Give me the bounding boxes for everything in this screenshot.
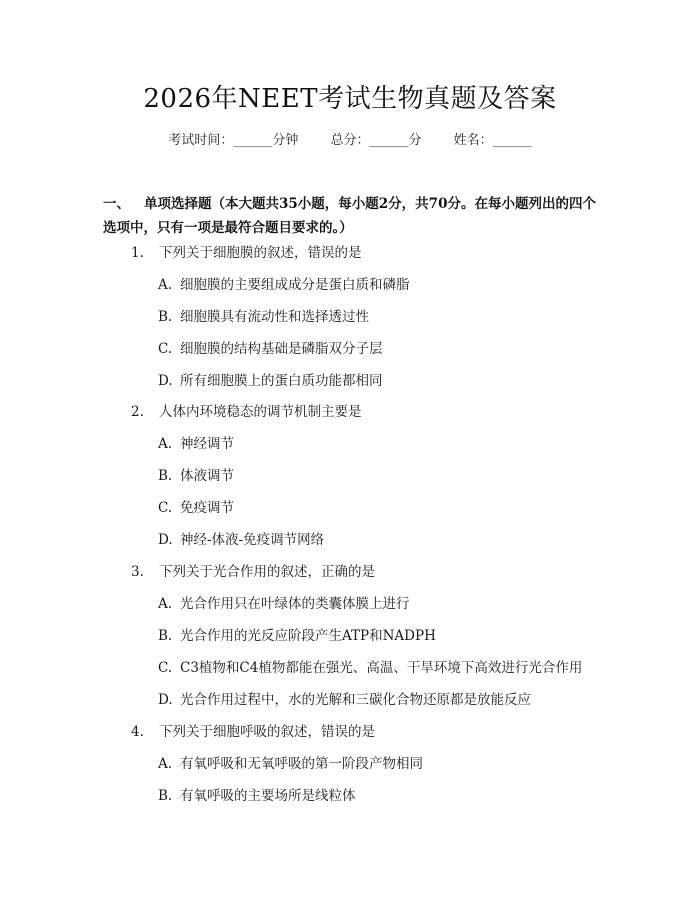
option-text: 有氧呼吸的主要场所是线粒体 — [180, 788, 356, 804]
question-1-option-c — [158, 339, 383, 359]
option-label: B. — [158, 788, 173, 804]
question-4-option-b — [158, 786, 356, 806]
option-text: 神经-体液-免疫调节网络 — [180, 532, 325, 548]
option-text: 细胞膜具有流动性和选择透过性 — [180, 309, 369, 325]
total-score-field: 总分：______分 — [330, 133, 422, 148]
question-text: 人体内环境稳态的调节机制主要是 — [159, 404, 362, 420]
exam-time-field: 考试时间：______分钟 — [168, 133, 299, 148]
question-number: 2. — [131, 404, 144, 420]
option-label: C. — [158, 341, 173, 357]
question-1 — [131, 243, 362, 263]
question-number: 1. — [131, 245, 144, 261]
student-name-field: 姓名：______ — [453, 133, 532, 148]
option-text: 有氧呼吸和无氧呼吸的第一阶段产物相同 — [180, 756, 423, 772]
question-3-option-c — [158, 658, 582, 678]
option-label: C. — [158, 500, 173, 516]
option-label: C. — [158, 660, 173, 676]
question-1-option-b — [158, 307, 369, 327]
question-3-option-a — [158, 594, 410, 614]
question-3-option-b — [158, 626, 436, 646]
question-3-option-d — [158, 690, 531, 710]
option-text: 所有细胞膜上的蛋白质功能都相同 — [180, 373, 383, 389]
option-label: B. — [158, 309, 173, 325]
question-2-option-a — [158, 434, 234, 454]
option-text: C3植物和C4植物都能在强光、高温、干旱环境下高效进行光合作用 — [180, 660, 583, 676]
question-2 — [131, 402, 362, 422]
section-instructions: 单项选择题（本大题共35小题，每小题2分，共70分。在每小题列出的四个选项中，只有一项是最符合题目要求的。） — [103, 196, 596, 236]
option-text: 免疫调节 — [180, 500, 234, 516]
option-label: A. — [158, 277, 173, 293]
question-text: 下列关于细胞膜的叙述，错误的是 — [159, 245, 362, 261]
question-text: 下列关于光合作用的叙述，正确的是 — [159, 564, 375, 580]
question-2-option-b — [158, 466, 234, 486]
question-4-option-a — [158, 754, 423, 774]
option-text: 细胞膜的主要组成成分是蛋白质和磷脂 — [180, 277, 410, 293]
question-number: 4. — [131, 724, 144, 740]
option-label: A. — [158, 756, 173, 772]
option-label: A. — [158, 596, 173, 612]
question-4 — [131, 722, 375, 742]
question-number: 3. — [131, 564, 144, 580]
exam-title: 2026年NEET考试生物真题及答案 — [143, 84, 557, 114]
question-2-option-d — [158, 530, 324, 550]
option-label: B. — [158, 468, 173, 484]
option-label: D. — [158, 692, 173, 708]
option-text: 光合作用过程中，水的光解和三碳化合物还原都是放能反应 — [180, 692, 531, 708]
option-text: 体液调节 — [180, 468, 234, 484]
question-1-option-d — [158, 371, 383, 391]
question-text: 下列关于细胞呼吸的叙述，错误的是 — [159, 724, 375, 740]
section-heading — [103, 192, 598, 240]
question-3 — [131, 562, 375, 582]
question-1-option-a — [158, 275, 410, 295]
option-text: 光合作用只在叶绿体的类囊体膜上进行 — [180, 596, 410, 612]
option-label: B. — [158, 628, 173, 644]
exam-meta — [0, 131, 700, 151]
section-number: 一、 — [103, 196, 130, 212]
option-text: 神经调节 — [180, 436, 234, 452]
option-text: 光合作用的光反应阶段产生ATP和NADPH — [180, 628, 436, 644]
question-2-option-c — [158, 498, 234, 518]
option-label: D. — [158, 532, 173, 548]
option-text: 细胞膜的结构基础是磷脂双分子层 — [180, 341, 383, 357]
option-label: A. — [158, 436, 173, 452]
option-label: D. — [158, 373, 173, 389]
